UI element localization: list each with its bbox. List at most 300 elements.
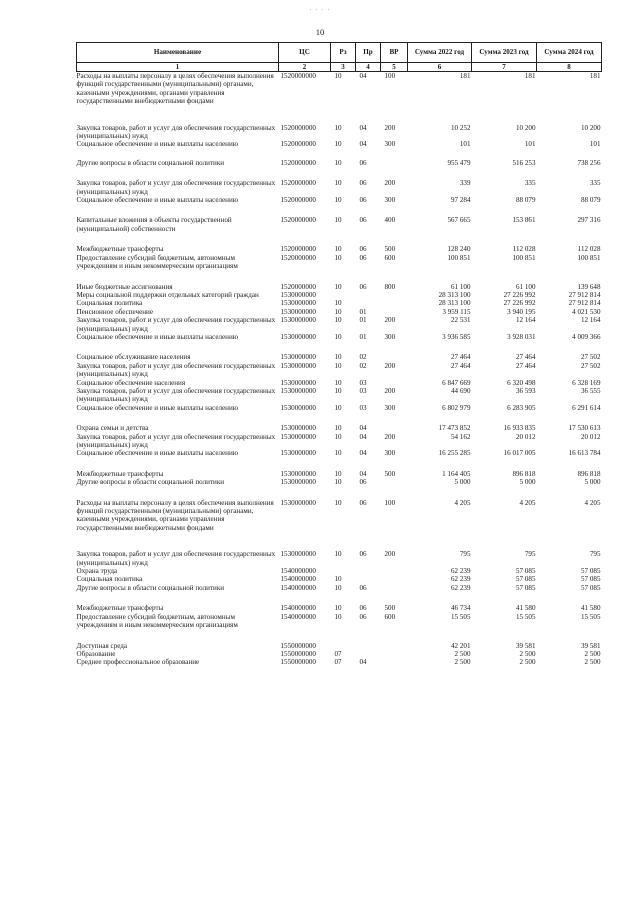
table-row	[77, 658, 602, 666]
row-sum-2023: 39 581	[515, 641, 536, 650]
row-sum-2022: 97 284	[450, 196, 471, 205]
row-cs: 1520000000	[280, 179, 316, 188]
row-vr: 600	[384, 612, 396, 621]
row-sum-2023: 2 500	[519, 649, 536, 658]
table-row	[77, 283, 602, 291]
row-sum-2024: 896 818	[577, 469, 601, 478]
row-spacer-cell	[77, 233, 602, 245]
row-sum-2022: 128 240	[447, 245, 471, 254]
row-vr: 300	[384, 140, 396, 149]
table-row	[77, 216, 602, 233]
row-pr: 06	[359, 196, 367, 205]
row-spacer-cell	[77, 167, 602, 179]
row-sum-2022: 42 201	[450, 641, 471, 650]
row-cs: 1530000000	[280, 353, 316, 362]
row-sum-2024: 181	[589, 72, 601, 80]
row-cs: 1520000000	[280, 196, 316, 205]
row-sum-2022: 2 500	[454, 649, 471, 658]
row-sum-2023: 181	[524, 72, 536, 80]
row-spacer	[77, 233, 602, 245]
row-spacer	[77, 412, 602, 424]
row-sum-2023: 795	[524, 550, 536, 559]
row-pr: 06	[359, 604, 367, 613]
row-vr	[381, 353, 408, 361]
row-pr: 04	[359, 72, 367, 80]
row-sum-2023: 2 500	[519, 658, 536, 667]
row-spacer	[77, 592, 602, 604]
row-cs: 1530000000	[280, 307, 316, 316]
row-pr: 06	[359, 253, 367, 262]
row-name: Межбюджетные трансферты	[76, 245, 164, 254]
row-rz: 10	[334, 316, 342, 325]
row-sum-2024: 12 164	[580, 316, 601, 325]
table-row	[77, 245, 602, 253]
row-pr: 06	[359, 583, 367, 592]
row-pr: 04	[359, 432, 367, 441]
row-sum-2024: 57 085	[580, 583, 601, 592]
row-spacer	[77, 167, 602, 179]
row-sum-2023: 112 028	[512, 245, 536, 254]
row-rz: 10	[334, 550, 342, 559]
row-pr: 06	[359, 216, 367, 225]
row-sum-2023: 3 940 195	[507, 307, 536, 316]
row-sum-2024: 10 200	[580, 123, 601, 132]
row-cs: 1530000000	[280, 378, 316, 387]
row-sum-2023: 896 818	[512, 469, 536, 478]
row-cs: 1540000000	[280, 575, 316, 584]
row-rz: 10	[334, 403, 342, 412]
row-vr: 100	[384, 72, 396, 80]
row-sum-2022: 795	[459, 550, 471, 559]
table-row	[77, 404, 602, 412]
row-sum-2022: 27 464	[450, 361, 471, 370]
row-sum-2024: 795	[589, 550, 601, 559]
table-row	[77, 379, 602, 387]
row-cs: 1530000000	[280, 290, 316, 299]
row-cs: 1550000000	[280, 649, 316, 658]
table-row	[77, 567, 602, 575]
row-cs: 1530000000	[280, 498, 316, 507]
row-sum-2022: 339	[459, 179, 471, 188]
row-sum-2022: 62 239	[450, 567, 471, 576]
table-row	[77, 333, 602, 341]
row-name: Закупка товаров, работ и услуг для обеспечения государственных (муниципальных) нужд	[76, 179, 276, 196]
row-sum-2024: 2 500	[584, 658, 601, 667]
row-pr	[356, 650, 381, 658]
row-pr: 03	[359, 386, 367, 395]
row-sum-2024: 27 502	[580, 361, 601, 370]
row-sum-2022: 62 239	[450, 583, 471, 592]
row-vr	[381, 642, 408, 650]
row-rz: 10	[334, 604, 342, 613]
row-spacer	[77, 149, 602, 159]
row-sum-2023: 27 464	[515, 361, 536, 370]
table-row	[77, 642, 602, 650]
row-rz	[331, 291, 356, 299]
row-name: Социальная политика	[76, 299, 143, 308]
table-row	[77, 424, 602, 432]
row-rz: 10	[334, 179, 342, 188]
row-pr: 04	[359, 658, 367, 667]
row-sum-2024: 88 079	[580, 196, 601, 205]
row-spacer-cell	[77, 106, 602, 124]
row-rz: 10	[334, 449, 342, 458]
row-rz: 10	[334, 353, 342, 362]
row-name: Другие вопросы в области социальной политики	[76, 158, 225, 167]
row-rz: 10	[334, 575, 342, 584]
row-vr: 400	[384, 216, 396, 225]
row-sum-2024: 27 912 814	[568, 299, 601, 308]
row-sum-2024: 335	[589, 179, 601, 188]
row-rz: 10	[334, 196, 342, 205]
row-cs: 1530000000	[280, 403, 316, 412]
row-pr	[356, 642, 381, 650]
row-rz	[331, 567, 356, 575]
row-pr	[356, 291, 381, 299]
table-row	[77, 449, 602, 457]
table-row	[77, 387, 602, 404]
table-row	[77, 353, 602, 361]
row-spacer	[77, 271, 602, 283]
row-sum-2024: 4 021 530	[572, 307, 601, 316]
row-name: Социальное обеспечение и иные выплаты населению	[76, 332, 239, 341]
row-sum-2024: 101	[589, 140, 601, 149]
row-name: Межбюджетные трансферты	[76, 469, 164, 478]
row-pr: 06	[359, 478, 367, 487]
row-sum-2022: 16 255 285	[438, 449, 471, 458]
row-spacer-cell	[77, 592, 602, 604]
row-sum-2023: 335	[524, 179, 536, 188]
row-pr: 04	[359, 123, 367, 132]
row-rz: 10	[334, 307, 342, 316]
row-sum-2023: 100 851	[512, 253, 536, 262]
row-sum-2023: 153 861	[512, 216, 536, 225]
table-row	[77, 613, 602, 630]
row-sum-2022: 2 500	[454, 658, 471, 667]
row-vr: 300	[384, 403, 396, 412]
row-vr	[381, 650, 408, 658]
row-cs: 1540000000	[280, 567, 316, 576]
row-pr: 04	[359, 140, 367, 149]
row-name: Социальное обеспечение и иные выплаты населению	[76, 449, 239, 458]
row-sum-2024: 2 500	[584, 649, 601, 658]
row-sum-2023: 5 000	[519, 478, 536, 487]
table-row	[77, 124, 602, 141]
row-rz: 10	[334, 361, 342, 370]
row-vr: 800	[384, 282, 396, 291]
col-number: 3	[331, 63, 356, 72]
row-cs: 1530000000	[280, 432, 316, 441]
row-sum-2022: 15 505	[450, 612, 471, 621]
row-sum-2024: 16 613 784	[568, 449, 601, 458]
row-sum-2022: 46 734	[450, 604, 471, 613]
row-sum-2022: 4 205	[454, 498, 471, 507]
row-sum-2024: 5 000	[584, 478, 601, 487]
row-rz: 10	[334, 612, 342, 621]
row-vr: 200	[384, 123, 396, 132]
row-name: Социальное обслуживание населения	[76, 353, 191, 362]
row-spacer	[77, 532, 602, 550]
row-vr: 500	[384, 469, 396, 478]
row-spacer	[77, 341, 602, 353]
row-name: Социальная политика	[76, 575, 143, 584]
row-rz: 10	[334, 72, 342, 80]
row-pr: 01	[359, 307, 367, 316]
row-rz: 10	[334, 245, 342, 254]
row-cs: 1520000000	[280, 140, 316, 149]
table-row	[77, 575, 602, 583]
row-name: Расходы на выплаты персоналу в целях обеспечения выполнения функций государственными (муниципальными) органами, казенными учреждениями, органами управления государственными внебюджетными фондами	[76, 498, 274, 532]
row-sum-2022: 61 100	[450, 282, 471, 291]
row-spacer-cell	[77, 271, 602, 283]
row-sum-2023: 3 928 031	[507, 332, 536, 341]
header-sum-2022: Сумма 2022 год	[408, 43, 472, 63]
row-sum-2022: 101	[459, 140, 471, 149]
row-vr: 200	[384, 386, 396, 395]
row-sum-2024: 20 012	[580, 432, 601, 441]
row-pr: 01	[359, 332, 367, 341]
row-vr: 600	[384, 253, 396, 262]
col-number: 7	[472, 63, 537, 72]
row-spacer-cell	[77, 412, 602, 424]
row-vr	[381, 299, 408, 307]
row-vr: 200	[384, 316, 396, 325]
row-pr: 03	[359, 403, 367, 412]
col-number: 2	[279, 63, 331, 72]
row-rz: 10	[334, 498, 342, 507]
row-vr	[381, 424, 408, 432]
row-vr: 300	[384, 332, 396, 341]
row-cs: 1540000000	[280, 612, 316, 621]
row-rz: 07	[334, 649, 342, 658]
row-vr: 200	[384, 179, 396, 188]
row-vr	[381, 379, 408, 387]
row-sum-2023: 10 200	[515, 123, 536, 132]
row-cs: 1530000000	[280, 386, 316, 395]
row-spacer-cell	[77, 532, 602, 550]
row-rz: 10	[334, 386, 342, 395]
col-number: 5	[381, 63, 408, 72]
row-sum-2023: 57 085	[515, 583, 536, 592]
row-vr	[381, 478, 408, 486]
row-name: Закупка товаров, работ и услуг для обеспечения государственных (муниципальных) нужд	[76, 386, 276, 404]
row-sum-2023: 516 253	[512, 158, 536, 167]
row-sum-2022: 955 479	[447, 158, 471, 167]
row-pr	[356, 575, 381, 583]
row-sum-2023: 57 085	[515, 575, 536, 584]
row-sum-2022: 28 313 100	[438, 299, 471, 308]
row-pr: 02	[359, 353, 367, 362]
table-row	[77, 499, 602, 533]
row-rz: 10	[334, 432, 342, 441]
row-sum-2024: 738 256	[577, 158, 601, 167]
row-pr: 06	[359, 550, 367, 559]
row-sum-2022: 100 851	[447, 253, 471, 262]
row-sum-2023: 6 283 905	[507, 403, 536, 412]
row-spacer-cell	[77, 204, 602, 216]
row-vr	[381, 584, 408, 592]
row-cs: 1520000000	[280, 216, 316, 225]
row-sum-2022: 17 473 852	[438, 424, 471, 433]
row-sum-2022: 10 252	[450, 123, 471, 132]
header-sum-2023: Сумма 2023 год	[472, 43, 537, 63]
row-sum-2024: 4 009 366	[572, 332, 601, 341]
row-sum-2023: 61 100	[515, 282, 536, 291]
row-vr: 200	[384, 361, 396, 370]
table-row	[77, 140, 602, 148]
row-spacer	[77, 487, 602, 499]
row-rz: 10	[334, 140, 342, 149]
row-cs: 1530000000	[280, 550, 316, 559]
row-name: Закупка товаров, работ и услуг для обеспечения государственных (муниципальных) нужд	[76, 550, 276, 567]
row-name: Иные бюджетные ассигнования	[76, 282, 173, 291]
row-sum-2022: 54 162	[450, 432, 471, 441]
row-sum-2023: 27 464	[515, 353, 536, 362]
row-rz: 10	[334, 478, 342, 487]
row-spacer-cell	[77, 341, 602, 353]
header-vr: ВР	[381, 43, 408, 63]
row-cs: 1520000000	[280, 123, 316, 132]
row-sum-2023: 27 226 992	[503, 299, 536, 308]
row-sum-2022: 27 464	[450, 353, 471, 362]
row-name: Доступная среда	[76, 641, 128, 650]
row-pr: 04	[359, 469, 367, 478]
row-pr: 06	[359, 158, 367, 167]
budget-table	[76, 42, 602, 667]
table-row	[77, 308, 602, 316]
row-name: Закупка товаров, работ и услуг для обеспечения государственных (муниципальных) нужд	[76, 123, 276, 141]
row-sum-2023: 41 580	[515, 604, 536, 613]
row-name: Образование	[76, 649, 116, 658]
row-cs: 1550000000	[280, 641, 316, 650]
row-cs: 1550000000	[280, 658, 316, 667]
row-cs: 1520000000	[280, 158, 316, 167]
row-sum-2024: 297 316	[577, 216, 601, 225]
row-rz: 07	[334, 658, 342, 667]
row-sum-2024: 36 555	[580, 386, 601, 395]
row-name: Охрана труда	[76, 567, 118, 576]
row-sum-2023: 16 017 005	[503, 449, 536, 458]
row-name: Капитальные вложения в объекты государственной (муниципальной) собственности	[76, 216, 232, 233]
table-row	[77, 650, 602, 658]
row-pr: 01	[359, 316, 367, 325]
header-cs: ЦС	[279, 43, 331, 63]
row-sum-2024: 6 291 614	[572, 403, 601, 412]
row-spacer	[77, 106, 602, 124]
row-vr: 300	[384, 196, 396, 205]
row-name: Охрана семьи и детства	[76, 424, 149, 433]
row-pr: 06	[359, 282, 367, 291]
row-rz: 10	[334, 158, 342, 167]
table-row	[77, 254, 602, 271]
row-rz: 10	[334, 216, 342, 225]
row-name: Социальное обеспечение и иные выплаты населению	[76, 196, 239, 205]
row-pr: 06	[359, 245, 367, 254]
row-pr: 06	[359, 612, 367, 621]
row-rz: 10	[334, 583, 342, 592]
row-rz: 10	[334, 469, 342, 478]
row-rz: 10	[334, 253, 342, 262]
row-sum-2023: 6 320 498	[507, 378, 536, 387]
table-row	[77, 550, 602, 567]
row-sum-2022: 62 239	[450, 575, 471, 584]
row-vr	[381, 308, 408, 316]
row-rz: 10	[334, 299, 342, 308]
table-row	[77, 72, 602, 106]
row-sum-2023: 4 205	[519, 498, 536, 507]
header-name: Наименование	[77, 43, 279, 63]
row-name: Закупка товаров, работ и услуг для обеспечения государственных (муниципальных) нужд	[76, 316, 276, 333]
row-cs: 1520000000	[280, 72, 316, 80]
row-pr: 03	[359, 378, 367, 387]
row-cs: 1530000000	[280, 316, 316, 325]
row-sum-2022: 567 665	[447, 216, 471, 225]
table-row	[77, 159, 602, 167]
row-vr: 500	[384, 245, 396, 254]
top-dots: · · · ·	[309, 6, 331, 14]
col-number: 1	[77, 63, 279, 72]
row-vr	[381, 658, 408, 666]
row-rz: 10	[334, 282, 342, 291]
row-spacer	[77, 204, 602, 216]
row-cs: 1530000000	[280, 478, 316, 487]
row-cs: 1530000000	[280, 332, 316, 341]
page-number: 10	[315, 27, 325, 37]
row-sum-2022: 3 959 115	[442, 307, 471, 316]
row-sum-2023: 16 933 835	[503, 424, 536, 433]
row-name: Расходы на выплаты персоналу в целях обеспечения выполнения функций государственными (муниципальными) органами, казенными учреждениями, органами управления государственными внебюджетными фондами	[76, 72, 274, 106]
row-name: Среднее профессиональное образование	[76, 658, 200, 667]
row-sum-2022: 6 847 669	[442, 378, 471, 387]
row-pr: 02	[359, 361, 367, 370]
row-sum-2022: 3 936 585	[442, 332, 471, 341]
row-pr: 06	[359, 498, 367, 507]
row-pr	[356, 567, 381, 575]
row-sum-2022: 28 313 100	[438, 290, 471, 299]
header-rz: Рз	[331, 43, 356, 63]
table-row	[77, 604, 602, 612]
row-sum-2024: 41 580	[580, 604, 601, 613]
row-spacer-cell	[77, 630, 602, 642]
row-name: Меры социальной поддержки отдельных категорий граждан	[76, 290, 259, 299]
row-sum-2023: 57 085	[515, 567, 536, 576]
row-pr: 04	[359, 449, 367, 458]
row-sum-2023: 88 079	[515, 196, 536, 205]
row-vr	[381, 575, 408, 583]
row-vr	[381, 567, 408, 575]
table-header	[77, 43, 602, 72]
table-row	[77, 196, 602, 204]
row-sum-2023: 20 012	[515, 432, 536, 441]
table-row	[77, 179, 602, 196]
row-sum-2024: 39 581	[580, 641, 601, 650]
row-cs: 1530000000	[280, 299, 316, 308]
row-sum-2024: 27 502	[580, 353, 601, 362]
row-cs: 1530000000	[280, 449, 316, 458]
row-sum-2022: 181	[459, 72, 471, 80]
row-sum-2023: 36 593	[515, 386, 536, 395]
row-sum-2024: 17 530 613	[568, 424, 601, 433]
row-cs: 1540000000	[280, 583, 316, 592]
row-name: Социальное обеспечение и иные выплаты населению	[76, 403, 239, 412]
row-sum-2023: 101	[524, 140, 536, 149]
row-cs: 1520000000	[280, 245, 316, 254]
row-sum-2024: 15 505	[580, 612, 601, 621]
table-row	[77, 316, 602, 333]
row-spacer-cell	[77, 149, 602, 159]
table-row	[77, 291, 602, 299]
row-sum-2024: 6 328 169	[572, 378, 601, 387]
